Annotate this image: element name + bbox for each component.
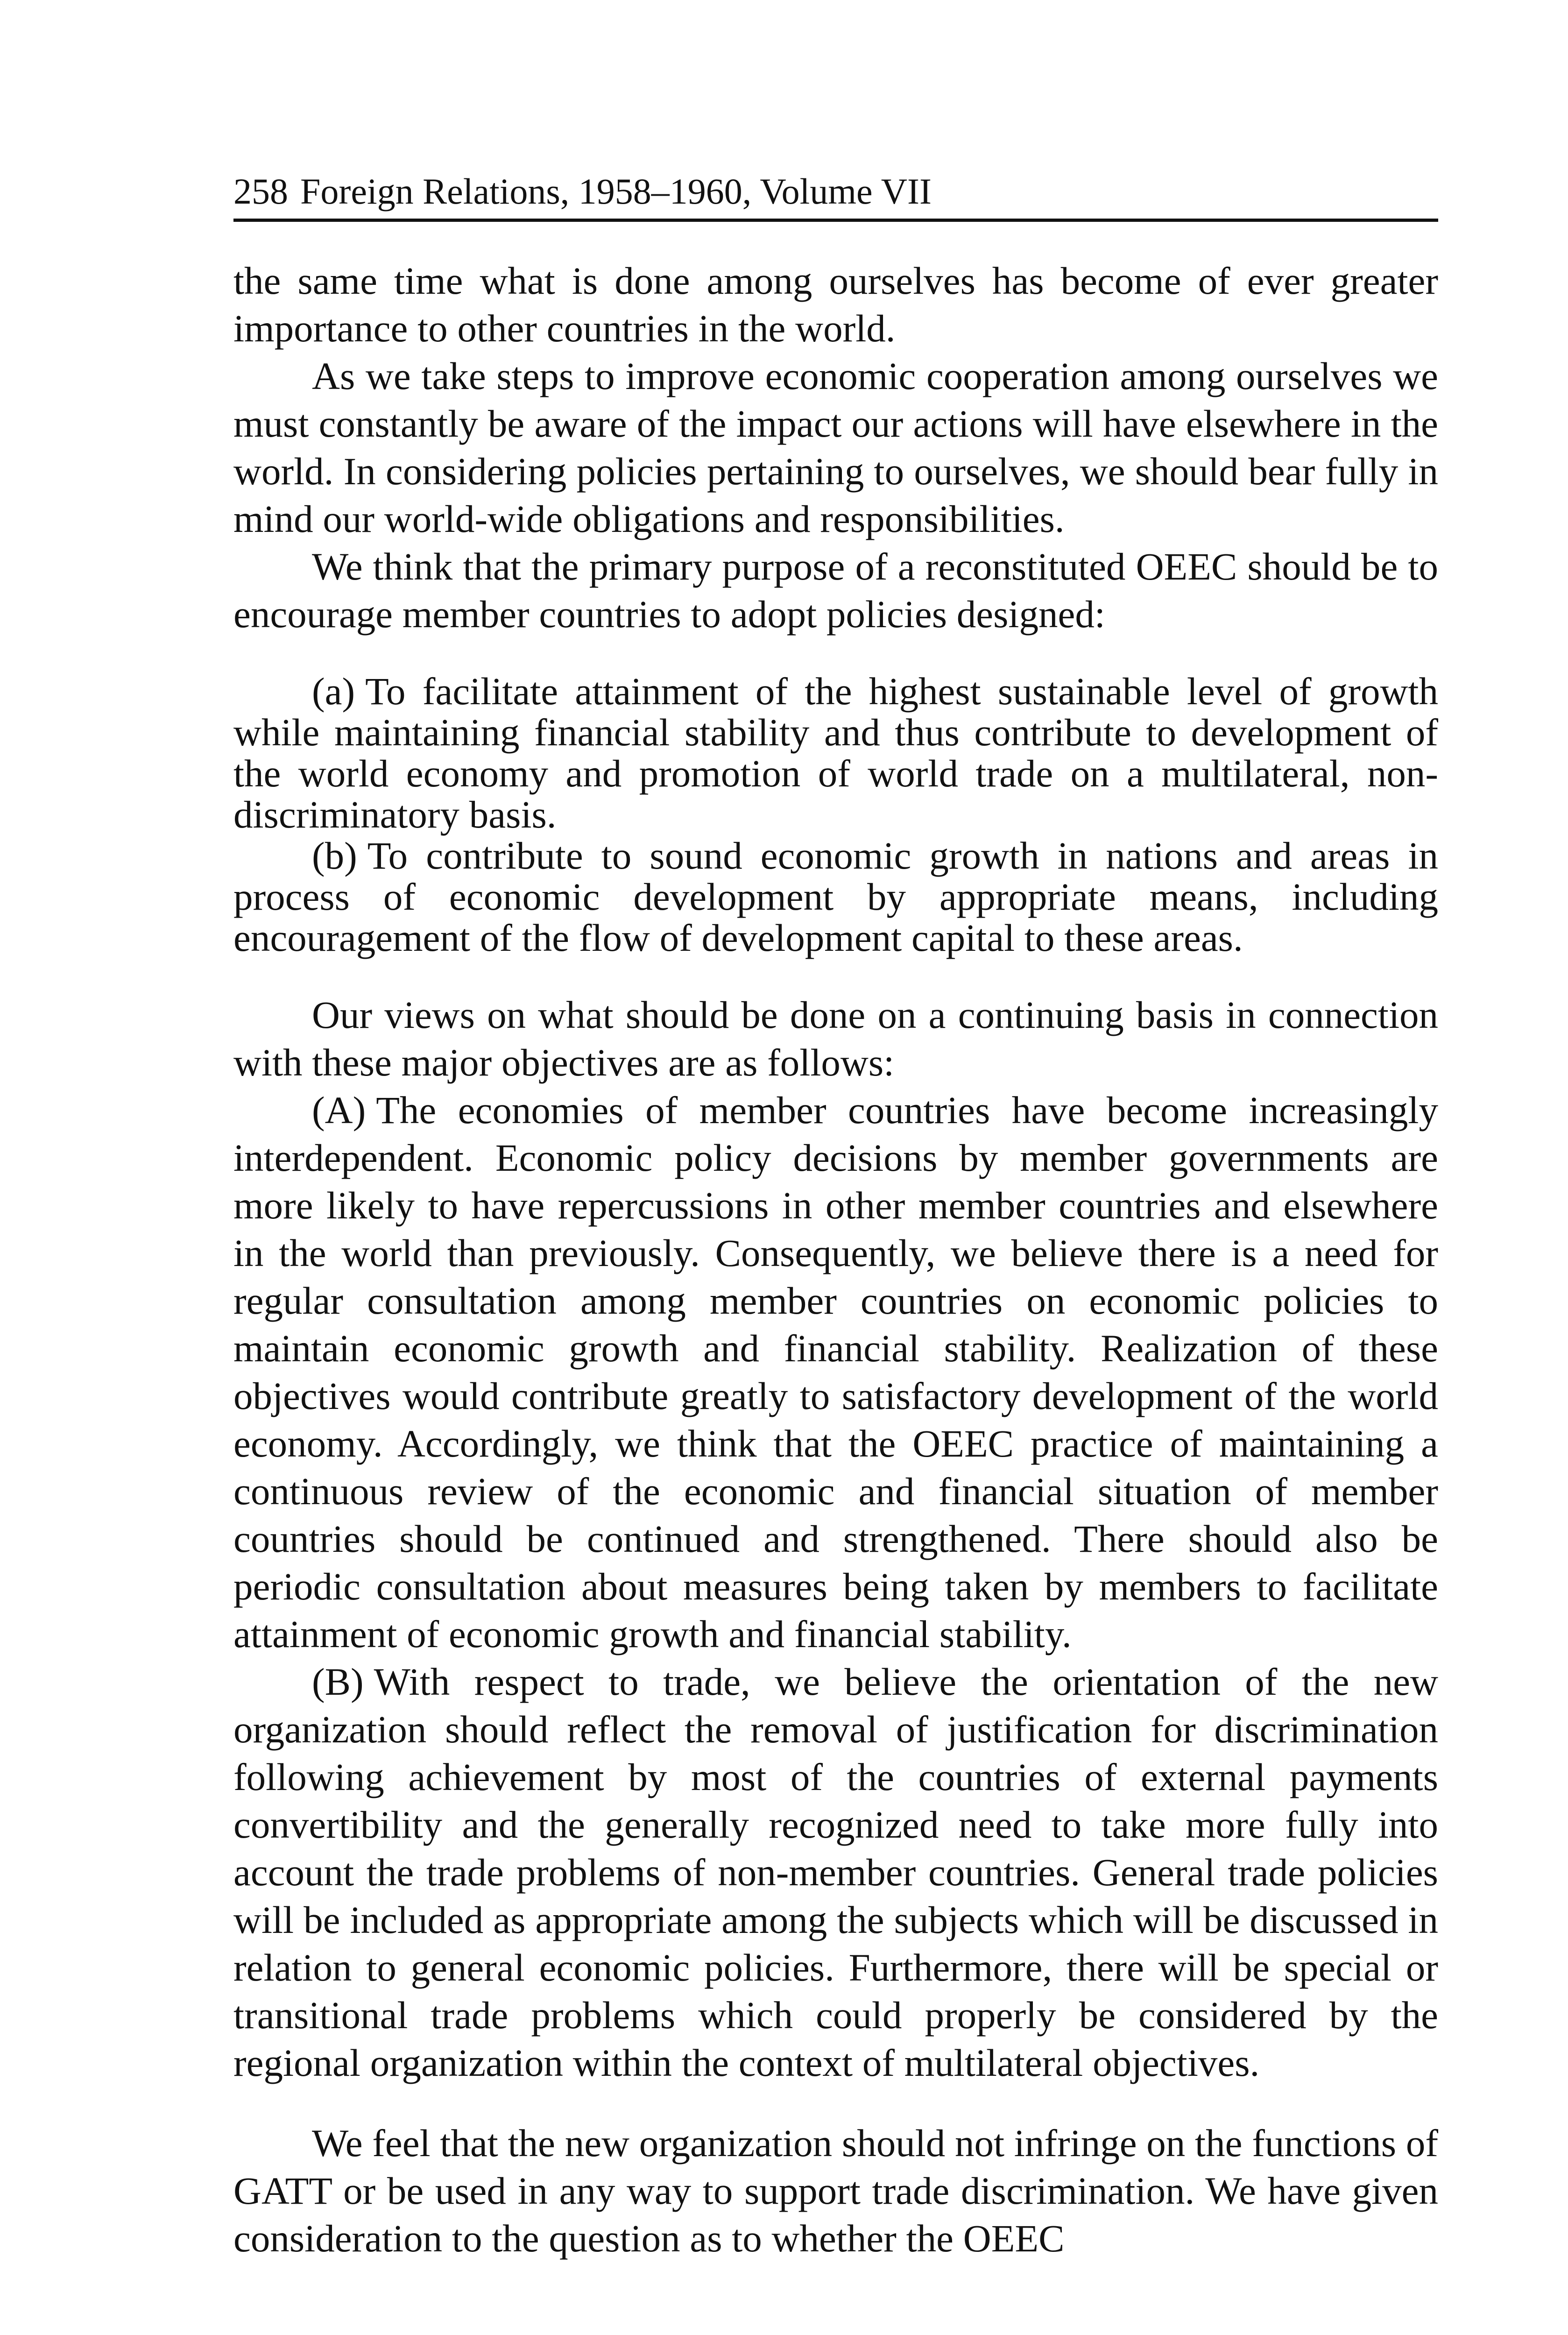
- objective-b-label: (b): [312, 834, 357, 877]
- point-a: [233, 1086, 1438, 1658]
- paragraph-continuation: the same time what is done among ourselves has become of ever greater importance to other countries in the world.: [233, 259, 1438, 350]
- objectives-list: [233, 671, 1438, 958]
- paragraph-gatt: We feel that the new organization should not infringe on the functions of GATT or be used in any way to support trade discrimination. We have given consideration to the question as to whether the OEEC: [233, 2122, 1438, 2260]
- objective-a: [233, 671, 1438, 835]
- paragraph-awareness: As we take steps to improve economic cooperation among ourselves we must constantly be aware of the impact our actions will have elsewhere in the world. In considering policies pertaining to ourselves, we should bear fully in mind our world-wide obligations and responsibilities.: [233, 354, 1438, 540]
- point-a-label: (A): [312, 1089, 366, 1132]
- point-b-text: With respect to trade, we believe the orientation of the new organization should reflect the removal of justification for discrimination following achievement by most of the countries of external payments convertibility and the generally recognized need to take more fully into account the trade problems of non-member countries. General trade policies will be included as appropriate among the subjects which will be discussed in relation to general economic policies. Furthermore, there will be special or transitional trade problems which could properly be considered by the regional organization within the context of multilateral objectives.: [233, 1660, 1438, 2084]
- point-a-text: The economies of member countries have become increasingly interdependent. Economic policy decisions by member governments are more likely to have repercussions in other member countries and elsewhere in the world than previously. Consequently, we believe there is a need for regular consultation among member countries on economic policies to maintain economic growth and financial stability. Realization of these objectives would contribute greatly to satisfactory development of the world economy. Accordingly, we think that the OEEC practice of maintaining a continuous review of the economic and financial situation of member countries should be continued and strengthened. There should also be periodic consultation about measures being taken by members to facilitate attainment of economic growth and financial stability.: [233, 1089, 1438, 1656]
- objective-b: [233, 835, 1438, 958]
- objective-b-text: To contribute to sound economic growth in nations and areas in process of economic development by appropriate means, including encouragement of the flow of development capital to these areas.: [233, 834, 1438, 959]
- point-b: [233, 1658, 1438, 2087]
- paragraph-our-views: Our views on what should be done on a continuing basis in connection with these major objectives are as follows:: [233, 993, 1438, 1084]
- running-head-title: Foreign Relations, 1958–1960, Volume VII: [300, 171, 932, 212]
- objective-a-text: To facilitate attainment of the highest sustainable level of growth while maintaining financial stability and thus contribute to development of the world economy and promotion of world trade on a multilateral, non-discriminatory basis.: [233, 670, 1438, 836]
- paragraph-primary-purpose: We think that the primary purpose of a reconstituted OEEC should be to encourage member countries to adopt policies designed:: [233, 545, 1438, 636]
- objective-a-label: (a): [312, 670, 355, 713]
- page-number: 258: [233, 171, 288, 212]
- running-head: [233, 168, 1438, 215]
- body-text: [233, 257, 1438, 2262]
- header-rule: [233, 219, 1438, 222]
- point-b-label: (B): [312, 1660, 364, 1703]
